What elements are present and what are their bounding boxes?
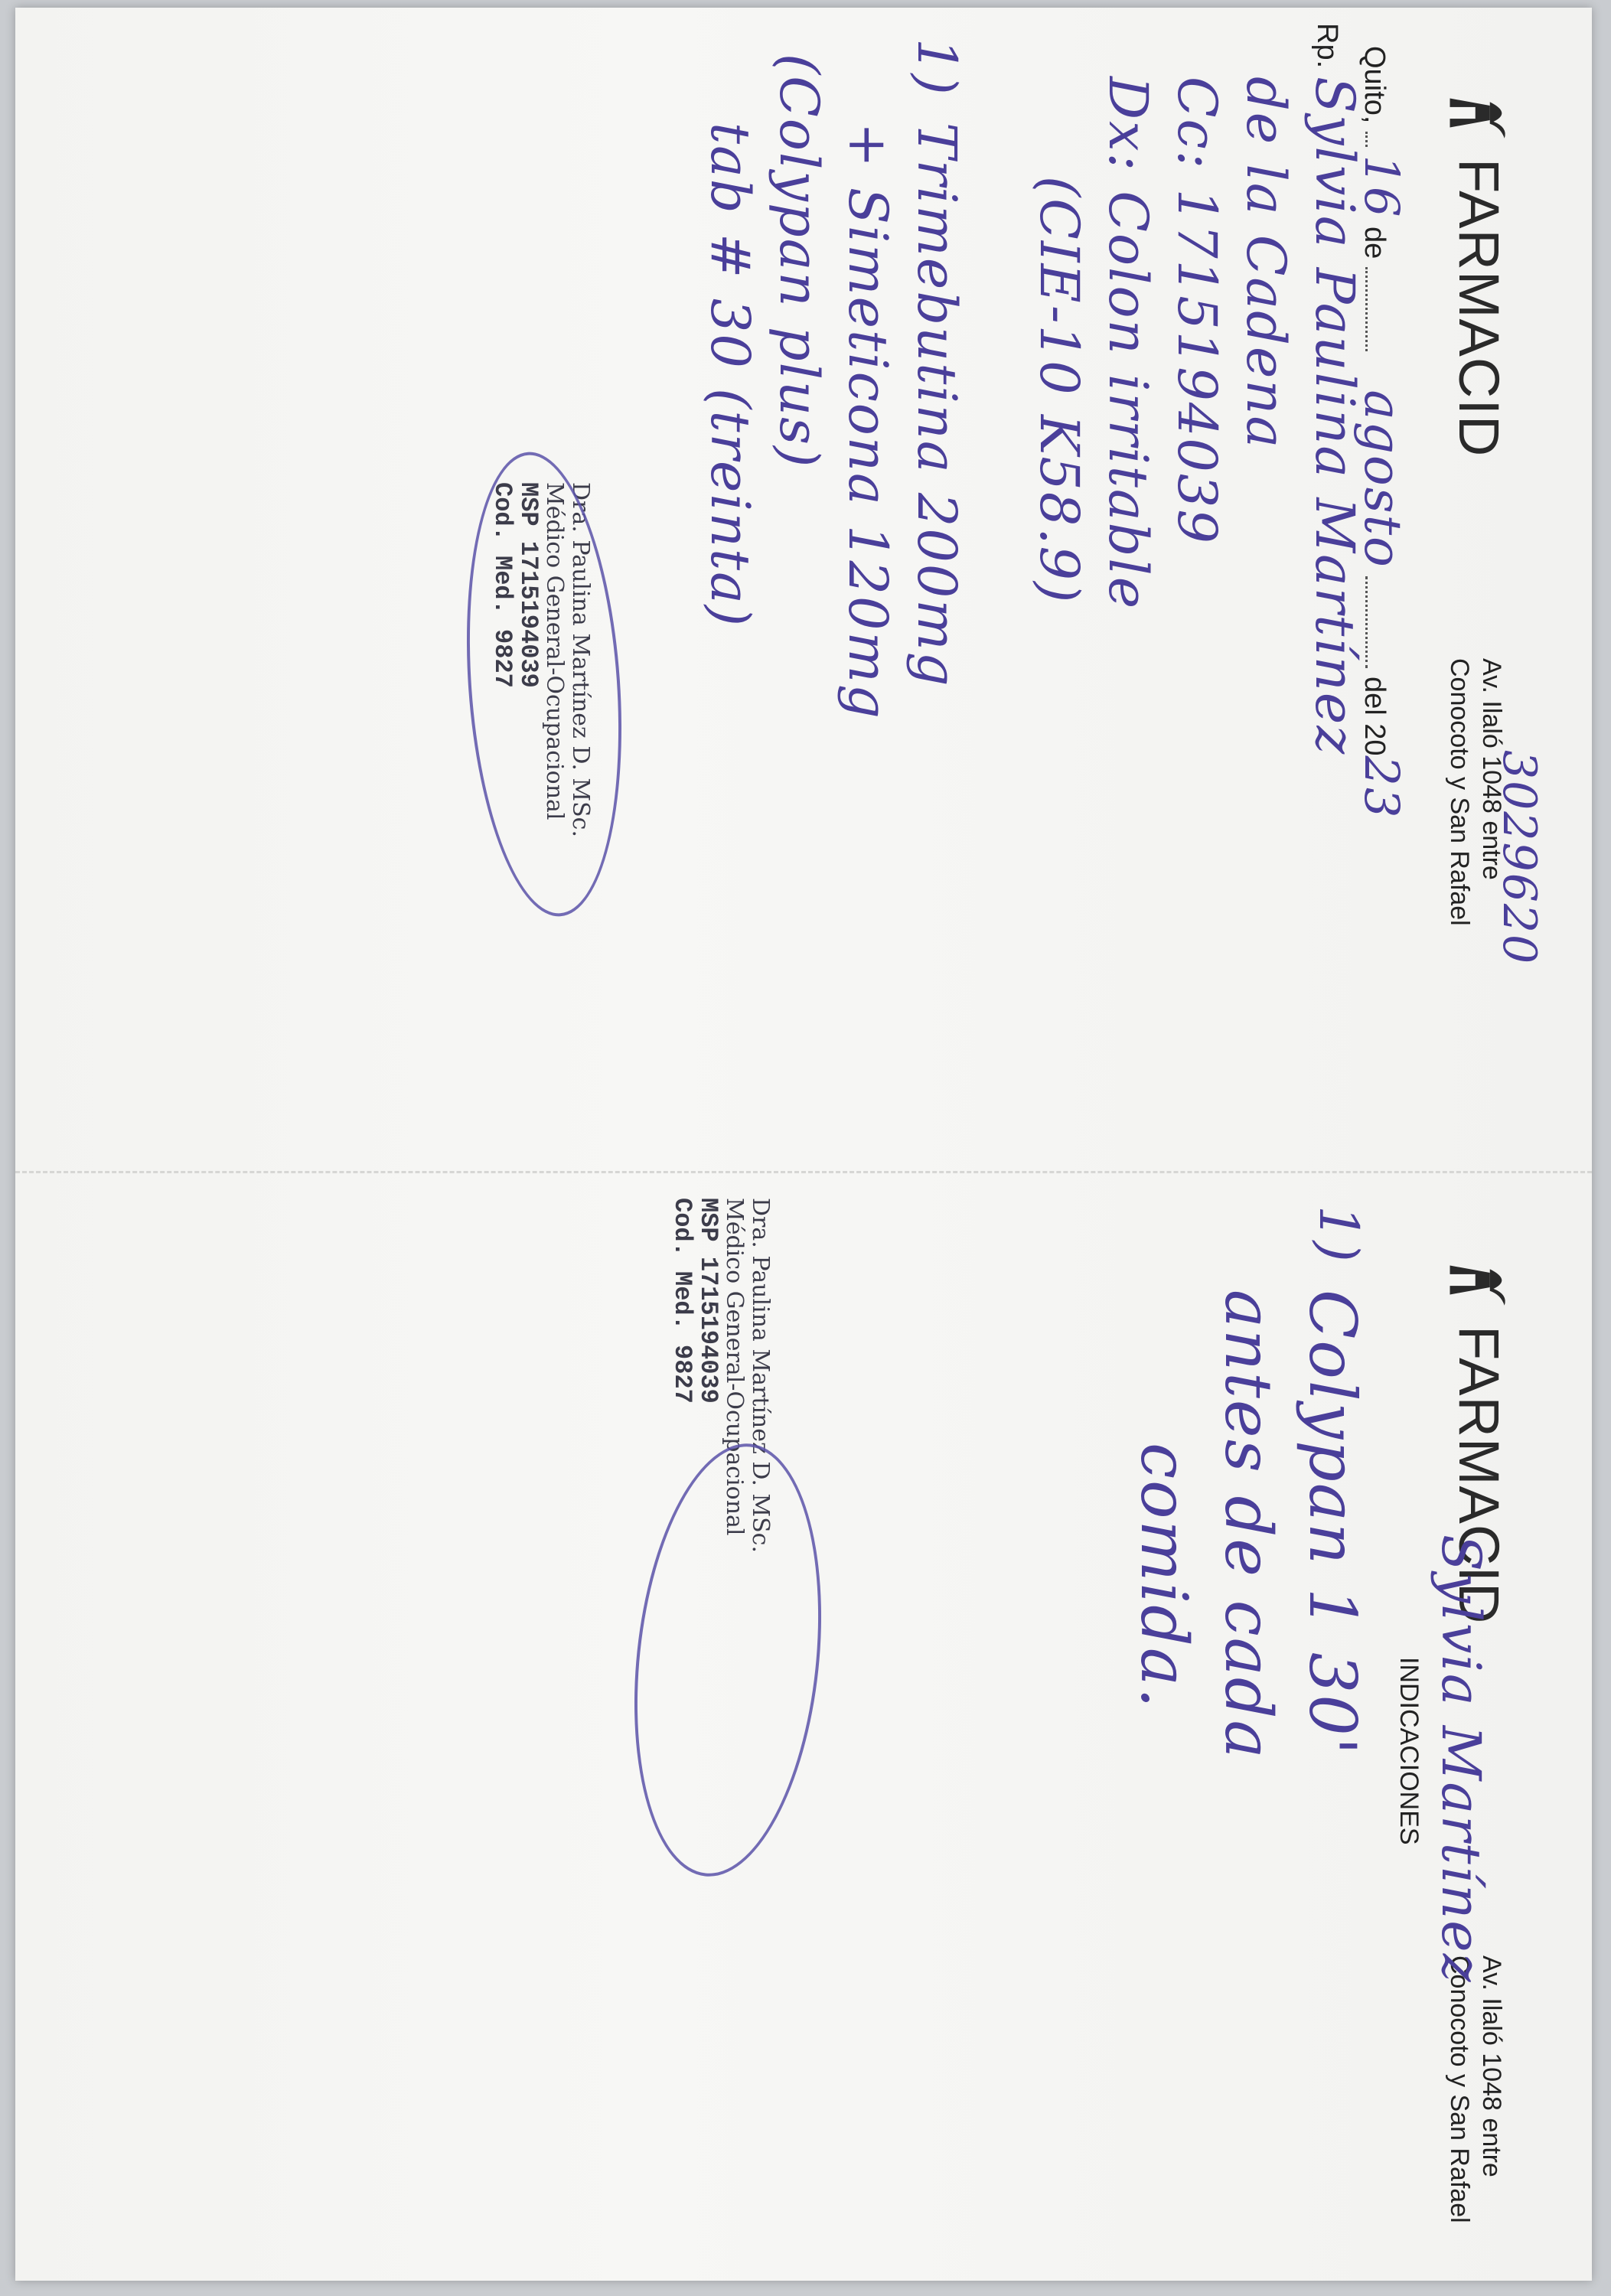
torch-icon xyxy=(1443,1244,1515,1316)
rx-line: + Simeticona 120mg xyxy=(836,122,899,720)
stamp-name: Dra. Paulina Martínez D. MSc. xyxy=(567,482,594,838)
rx-line: (Colypan plus) xyxy=(768,54,830,469)
indication-line: Colypan 1 30' xyxy=(1295,1290,1370,1756)
patient-name: Sylvia Paulina Martínez xyxy=(1303,77,1366,756)
diagnosis-code: (CIE-10 K58.9) xyxy=(1028,176,1091,605)
date-year: 23 xyxy=(1354,755,1410,820)
item-number: 1) xyxy=(1307,1205,1370,1264)
patient-id: Cc: 1715194039 xyxy=(1166,77,1228,545)
del-label: del 20 xyxy=(1358,676,1391,756)
stamp-title: Médico General-Ocupacional xyxy=(721,1198,748,1536)
indication-line: antes de cada xyxy=(1211,1290,1286,1760)
stamp-msp: MSP 1715194039 xyxy=(694,1198,722,1404)
handwritten-number: 3029620 xyxy=(1492,750,1546,966)
address-line: Conocoto y San Rafael xyxy=(1445,658,1474,926)
prescription-sheet xyxy=(84,23,1546,1133)
patient-name: Sylvia Martínez xyxy=(1430,1534,1492,1984)
stamp-cod: Cod. Med. 9827 xyxy=(668,1198,696,1404)
stamp-cod: Cod. Med. 9827 xyxy=(488,482,517,688)
rp-label: Rp. xyxy=(1311,23,1343,69)
pharmacy-address xyxy=(1443,1955,1508,2223)
fold-line xyxy=(15,1171,1592,1173)
signature-scribble xyxy=(452,447,636,921)
rx-line: Trimebutina 200mg xyxy=(905,122,968,688)
indication-line: comida. xyxy=(1127,1443,1202,1710)
patient-name-2: de la Cadena xyxy=(1234,77,1297,450)
torch-icon xyxy=(1443,77,1515,149)
address-line: Av. Ilaló 1048 entre xyxy=(1477,1955,1506,2177)
rx-line: tab # 30 (treinta) xyxy=(699,122,761,628)
date-day: 16 xyxy=(1354,155,1410,219)
farmacid-logo xyxy=(1443,77,1515,457)
diagnosis: Dx: Colon irritable xyxy=(1097,77,1159,611)
stamp-name: Dra. Paulina Martínez D. MSc. xyxy=(747,1198,774,1554)
brand-name: FARMACID xyxy=(1447,158,1511,458)
address-line: Av. Ilaló 1048 entre xyxy=(1477,658,1506,880)
indications-sheet xyxy=(84,1190,1538,2281)
brand-name: FARMACID xyxy=(1447,1326,1511,1625)
indications-heading: INDICACIONES xyxy=(1394,1657,1423,1845)
prescription-paper xyxy=(15,8,1592,2281)
stamp-msp: MSP 1715194039 xyxy=(514,482,543,688)
de-label: de xyxy=(1358,226,1391,259)
date-month: agosto xyxy=(1353,390,1412,569)
stamp-title: Médico General-Ocupacional xyxy=(541,482,568,820)
signature-scribble xyxy=(615,1434,841,1886)
city-label: Quito, xyxy=(1358,46,1391,124)
item-number: 1) xyxy=(905,38,968,96)
address-line: Conocoto y San Rafael xyxy=(1445,1955,1474,2223)
